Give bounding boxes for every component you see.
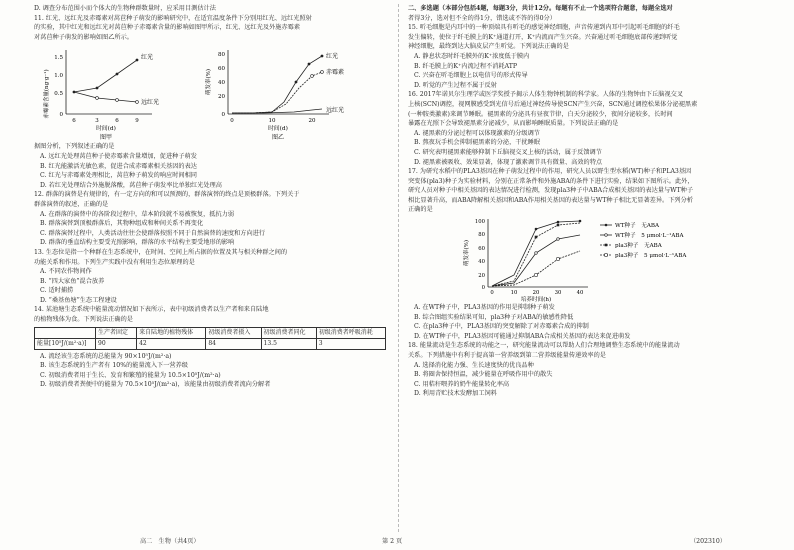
figure-b-xtick: 0 [230,118,234,125]
q17-stem-line: 研究人员对种子中相关基因的表达情况进行检测，发现pla3种子中ABA合成相关基因的表达量与WT种子 [408,187,694,195]
q17-ytick: 40 [478,259,485,266]
q18-option-d: D. 利用青贮技术发酵加工饲料 [414,390,497,398]
q16-stem-line: 上核(SCN)调控，视网膜感受到光信号后通过神经传导使SCN产生兴奋，SCN通过调控松果体分泌褪黑素 [408,100,698,108]
table-header-cell [35,327,96,338]
q17-option-d: D. 在WT种子中，PLA3基因可能通过抑制ABA合成相关基因的表达来促进萌发 [414,332,631,340]
q12-option-c: C. 群落演替过程中，人类活动往往会使群落按照不同于自然演替的速度和方向进行 [40,229,266,237]
q17-stem-line: 相比显著升高，而ABA降解相关基因和ABA作用相关基因的表达量与WT种子相比无显著差异。下列分析 [408,196,693,204]
section-2-heading: 二、多选题（本部分包括4题，每题3分，共计12分。每题有不止一个选项符合题意，每题全选对 [408,5,673,12]
q14-stem-line: 14. 某池塘生态系统中能量流动情况如下表所示，表中初级消费者以生产者和来自陆地 [34,306,269,314]
figure-a-ytick: 0 [59,112,63,119]
question-11 [34,14,392,191]
question-15 [408,23,774,90]
legend-entry: WT种子 无ABA [615,223,660,230]
q17-legend [600,221,687,259]
table-cell: 13.5 [261,338,316,349]
figure-a-xtick: 3 [95,118,99,125]
q17-ylabel: 萌发率(%) [464,240,470,267]
q11-option-d: D. 若红光处理结合外施脱落酸，莴苣种子萌发率比单独红光处理高 [40,181,222,189]
q14-option-d: D. 初级消费者粪便中的能量为 70.5×10⁵J/(m²·a)，该能量由初级消费者流向分解者 [40,381,271,389]
q17-xtick: 10 [510,290,518,297]
figure-b-caption: 图乙 [271,134,285,142]
q17-option-a: A. 在WT种子中，PLA3基因的作用是抑制种子萌发 [414,304,555,312]
q11-option-a: A. 远红光处理莴苣种子使赤霉素含量增加，促进种子萌发 [40,152,197,160]
legend-entry: WT种子 5 μmol·L⁻¹ABA [615,233,684,240]
figure-a-xtick: 6 [115,118,119,125]
figure-b-series-label: 红光 [326,53,339,61]
figure-b-xlabel: 时间(d) [268,126,288,133]
q11-option-b: B. 红光能激活光敏色素，促进合成赤霉素相关基因的表达 [40,162,197,170]
q15-option-b: B. 纤毛膜上的K⁺内流过程不消耗ATP [414,62,518,70]
q16-option-b: B. 熬夜玩手机会抑制褪黑素的分泌，干扰睡眠 [414,139,541,147]
figure-a-xtick: 9 [135,118,139,125]
q12-option-b: B. 群落演替到顶极群落后，其物种组成和种间关系不再变化 [40,220,204,228]
legend-entry: pla3种子 5 μmol·L⁻¹ABA [615,253,687,260]
figure-a-ylabel: 赤霉素含量(ng·g⁻¹) [44,69,50,119]
q13-stem-line: 13. 生态位是指一个种群在生态系统中，在时间、空间上所占据的位置及其与相关种群之间的 [34,248,288,256]
table-header-cell: 初级消费者摄入 [206,327,261,338]
question-18 [408,341,774,399]
q17-xtick: 40 [576,290,584,297]
footer-exam-code: （202310） [690,538,726,545]
q13-option-b: B. “四大家鱼”混合放养 [40,277,105,285]
q14-option-a: A. 流经该生态系统的总能量为 90×10⁵J/(m²·a) [40,352,172,360]
q15-stem-line: 15. 听毛细胞是内耳中的一种顶端具有听毛的感觉神经细胞，声音传递到内耳中引起听毛细胞的纤毛 [408,24,680,32]
q17-ytick: 0 [481,285,485,292]
table-cell: 84 [206,338,261,349]
q17-xtick: 0 [490,290,494,297]
q17-series-wt-aba [492,235,580,286]
q13-option-a: A. 不同农作物间作 [40,268,92,276]
figure-a-caption: 图甲 [99,134,113,142]
q12-option-d: D. 群落的垂直结构主要受光照影响，群落的水平结构主要受地形的影响 [40,239,235,247]
q16-stem-line: 16. 2017年诺贝尔生理学或医学奖授予揭示人体生物钟机制的科学家。人体的生物钟由下丘脑视交叉 [408,91,684,99]
figure-b-series-label: 远红光 [326,107,345,115]
q17-series-pla3-aba [492,251,580,286]
q18-option-a: A. 选择消化能力强、生长速度快的优良品种 [414,361,534,369]
q14-option-c: C. 初级消费者用于生长、发育和繁殖的能量为 10.5×10⁵J/(m²·a) [40,371,221,379]
figure-a [42,42,192,142]
table-row [35,338,386,349]
q18-option-b: B. 将圈舍保持恒温，减少能量在呼吸作用中的散失 [414,371,553,379]
question-13 [34,248,392,306]
figure-a-ytick: 0.5 [54,91,63,98]
q12-stem-line: 群落演替的叙述，正确的是 [34,200,109,208]
column-divider [398,4,399,532]
q13-options [34,267,392,305]
q18-stem-line: 关系。下列措施中有利于提高第一营养级到第二营养级能量传递效率的是 [408,352,606,360]
table-header-cell: 初级消费者同化 [261,327,316,338]
q16-option-a: A. 褪黑素的分泌过程可以体现激素的分级调节 [414,129,540,137]
q16-stem-line: 暴露在光照下会导致褪黑素分泌减少，从而影响睡眠质量。下列说法正确的是 [408,120,619,128]
table-cell: 能量[10⁵J/(m²·a)] [35,338,96,349]
table-header-cell: 生产者固定 [96,327,137,338]
figure-a-series-label: 红光 [141,54,154,62]
q17-xlabel: 培养时间(h) [520,297,552,304]
q14-stem-line: 的植物残体为食。下列说法正确的是 [34,316,133,324]
energy-table [34,327,386,350]
figure-b [204,42,374,142]
q11-figures [34,42,392,142]
table-cell: 3 [316,338,385,349]
q15-stem-line: 发生偏转，使位于纤毛膜上的K⁺通道打开，K⁺内流而产生兴奋。兴奋通过听毛细胞底部传递到听觉 [408,33,678,41]
q16-option-c: C. 研究表明褪黑素能够抑制下丘脑视交叉上核的活动，属于反馈调节 [414,148,602,156]
q11-stem-line: 11. 红光、远红光及赤霉素对莴苣种子萌发的影响研究中，在适宜温度条件下分别用红光、远红光照射 [34,14,312,22]
q11-stem-line: 的实验，其中红光和远红光对莴苣种子赤霉素含量的影响如图甲所示，红光、远红光及外施赤霉素 [34,24,301,32]
figure-a-ytick: 1.0 [54,73,63,80]
q14-option-b: B. 该生态系统的生产者有 10%的能量流入下一营养级 [40,362,188,370]
q17-ytick: 20 [478,273,485,280]
q13-option-c: C. 适时捕捞 [40,287,74,295]
figure-a-series-label: 远红光 [141,99,160,107]
section-2-heading-line: 者得3分，选对但不全的得1分，错选或不答的得0分） [408,14,556,22]
figure-b-ytick: 40 [218,80,225,87]
q17-xtick: 20 [532,290,540,297]
question-14 [34,305,392,390]
q11-option-c: C. 红光与赤霉素处理相比，莴苣种子萌发的响应时间相同 [40,172,197,180]
left-column [34,4,392,390]
q17-stem-line: 正确的是 [408,206,433,214]
q11-lead: 据图分析，下列叙述正确的是 [34,143,115,151]
q17-xtick: 30 [554,290,562,297]
figure-a-xtick: 6 [72,118,76,125]
footer-page-number: 第 2 页 [382,538,403,545]
q17-germination-plot [460,215,760,303]
figure-a-xlabel: 时间(d) [96,126,116,133]
figure-b-ytick: 80 [218,52,225,59]
figure-b-ylabel: 萌发率(%) [206,69,212,96]
figure-a-plot [42,42,192,142]
figure-b-ytick: 20 [218,94,225,101]
q11-stem-line: 对莴苣种子萌发的影响如图乙所示。 [34,33,133,41]
q16-option-d: D. 褪黑素被吸收、效果显著，体现了激素调节具有微量、高效的特点 [414,158,603,166]
footer-course: 高二 生物（共4页） [140,538,200,545]
q10-option-d: D. 调查分布范围小而个体大的生物种群数量时，应采用目测估计法 [34,5,216,12]
figure-a-red-line [74,60,137,92]
figure-a-farred-line [74,92,137,102]
question-12 [34,190,392,248]
figure-b-ga-line [232,72,322,113]
q16-stem-line: (一种胺类激素)来调节睡眠。褪黑素的分泌具有昼夜节律，白天分泌较少，夜间分泌较多，长时间 [408,110,673,118]
table-header-cell: 来自陆地的植物残体 [137,327,206,338]
q17-ytick: 60 [478,246,485,253]
q12-option-a: A. 在群落的演替中的各阶段过程中，草本阶段就不易被恢复，抵抗力弱 [40,210,235,218]
figure-a-ytick: 1.5 [54,55,63,62]
figure-b-ytick: 60 [218,66,225,73]
q13-stem-line: 功能关系和作用。下列生产实践中没有利用生态位原理的是 [34,258,195,266]
q18-stem-line: 18. 能量流动是生态系统的功能之一，研究能量流动可以帮助人们合理地调整生态系统中的能量流动 [408,342,680,350]
q17-stem-line: 突变体(pla3)种子为实验材料，分别在正常条件和外施ABA的条件下进行实验，结果如下图所示。此外， [408,177,694,185]
q17-option-c: C. 在pla3种子中，PLA3基因的突变解除了对赤霉素合成的抑制 [414,323,589,331]
q15-option-a: A. 静息状态时纤毛膜外的K⁺浓度低于膜内 [414,52,530,60]
q17-stem-line: 17. 为研究水稻中的PLA3基因在种子萌发过程中的作用，研究人员以野生型水稻(WT)种子和PLA3基因 [408,168,692,176]
q17-ytick: 100 [474,219,485,226]
legend-entry: pla3种子 无ABA [615,243,662,250]
q17-ytick: 80 [478,232,485,239]
table-cell: 42 [137,338,206,349]
q15-option-c: C. 兴奋在听毛细胞上以电信号的形式传导 [414,72,528,80]
question-16 [408,90,774,167]
figure-b-plot [204,42,374,142]
figure-b-xtick: 20 [308,118,316,125]
q15-option-d: D. 听觉的产生过程不属于反射 [414,81,497,89]
q17-option-b: B. 综合图组实验结果可知，pla3种子对ABA的敏感性降低 [414,313,574,321]
table-cell: 90 [96,338,137,349]
q15-stem-line: 神经细胞，最终到达大脑皮层产生听觉。下列说法正确的是 [408,43,569,51]
figure-b-series-label: 赤霉素 [326,69,345,77]
q12-stem-line: 12. 群落的演替是有规律的，有一定方向的和可以预测的，群落演替的终点是顶极群落。下列关于 [34,191,300,199]
q17-figure [408,215,774,303]
q18-options [408,361,774,399]
figure-b-xtick: 10 [268,118,276,125]
q18-option-c: C. 用秸秆喂养的奶牛能量转化率高 [414,380,510,388]
table-header-row [35,327,386,338]
question-17 [408,167,774,341]
table-header-cell: 初级消费者呼吸消耗 [316,327,385,338]
q13-option-d: D. “桑基鱼塘”生态工程建设 [40,296,117,304]
right-column [408,4,774,399]
figure-b-ytick: 0 [221,112,225,119]
